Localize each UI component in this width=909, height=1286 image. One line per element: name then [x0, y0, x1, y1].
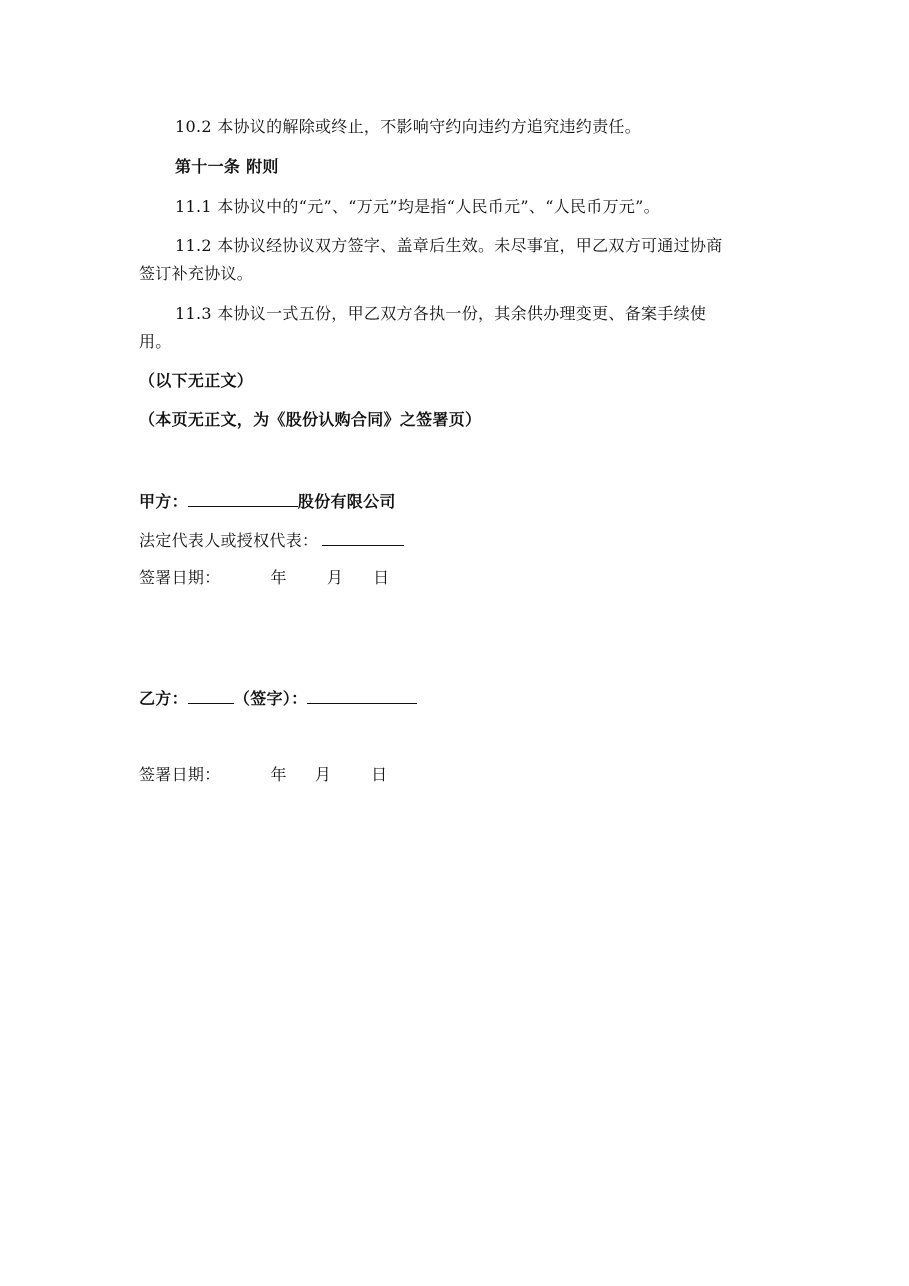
party-a-month: 月	[326, 568, 344, 587]
clause-11-3-line1: 11.3 本协议一式五份，甲乙双方各执一份，其余供办理变更、备案手续使	[175, 304, 707, 323]
clause-11-2-line1: 11.2 本协议经协议双方签字、盖章后生效。未尽事宜，甲乙双方可通过协商	[175, 236, 723, 255]
party-b-year: 年	[270, 765, 287, 784]
clause-11-3-line2: 用。	[139, 332, 172, 351]
party-b-date-label: 签署日期：	[139, 765, 221, 784]
party-a-company-suffix: 股份有限公司	[297, 492, 396, 511]
party-a-year: 年	[270, 568, 287, 587]
party-a-day: 日	[373, 568, 390, 587]
party-a-label: 甲方：	[139, 492, 188, 511]
party-b-sign-blank	[307, 686, 417, 704]
party-a-date-line	[139, 568, 389, 588]
party-a-rep-line	[139, 528, 404, 551]
signature-page-note: （本页无正文，为《股份认购合同》之签署页）	[139, 410, 482, 429]
party-a-name-blank	[188, 489, 298, 507]
party-b-line	[139, 686, 417, 709]
clause-11-1: 11.1 本协议中的“元”、“万元”均是指“人民币元”、“人民币万元”。	[175, 197, 660, 216]
party-a-rep-blank	[322, 528, 404, 546]
party-b-name-blank	[188, 686, 234, 704]
party-a-line	[139, 489, 396, 512]
party-b-date-line	[139, 765, 387, 785]
article-11-heading: 第十一条 附则	[175, 157, 279, 176]
party-b-sign-label: （签字）：	[233, 689, 308, 708]
party-b-day: 日	[371, 765, 388, 784]
party-a-date-label: 签署日期：	[139, 568, 221, 587]
party-b-month: 月	[314, 765, 332, 784]
clause-11-2-line2: 签订补充协议。	[139, 264, 254, 283]
party-a-rep-label: 法定代表人或授权代表：	[139, 531, 319, 550]
no-text-below-note: （以下无正文）	[139, 371, 254, 390]
clause-10-2: 10.2 本协议的解除或终止，不影响守约向违约方追究违约责任。	[175, 117, 642, 136]
party-b-label: 乙方：	[139, 689, 188, 708]
